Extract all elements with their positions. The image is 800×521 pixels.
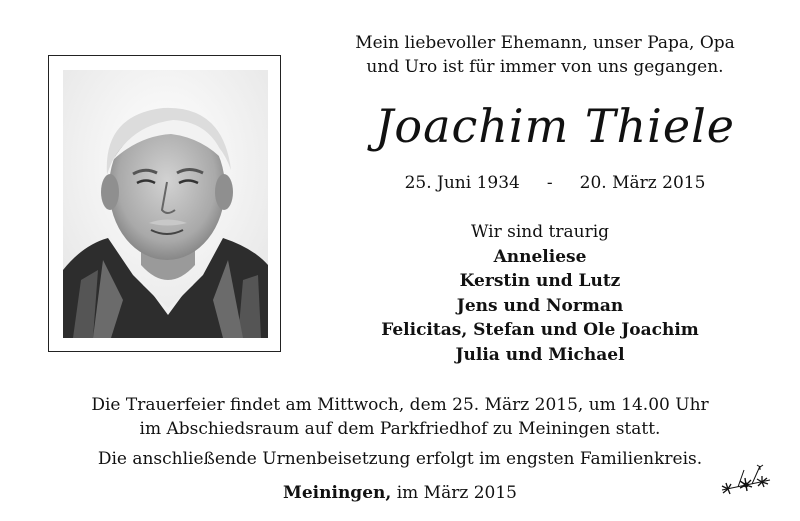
mourner-name: Julia und Michael	[455, 344, 625, 365]
birth-date: 25. Juni 1934	[404, 173, 520, 193]
deceased-name: Joachim Thiele	[374, 99, 736, 153]
flower-sprig-icon	[718, 462, 774, 498]
intro-line-1: Mein liebevoller Ehemann, unser Papa, Opa	[355, 33, 735, 53]
intro-line-2: und Uro ist für immer von uns gegangen.	[366, 57, 724, 77]
mourners-intro: Wir sind traurig	[470, 222, 610, 242]
service-line-2: im Abschiedsraum auf dem Parkfriedhof zu Meiningen statt.	[139, 419, 661, 439]
portrait-frame	[48, 55, 281, 352]
place-date	[0, 483, 800, 503]
intro-text	[320, 31, 770, 79]
mourners-block	[330, 220, 750, 367]
burial-line: Die anschließende Urnenbeisetzung erfolgt im engsten Familienkreis.	[97, 449, 703, 469]
place-date-text: im März 2015	[396, 483, 517, 503]
date-separator: -	[546, 173, 553, 193]
place-name: Meiningen,	[283, 483, 392, 503]
service-line-1: Die Trauerfeier findet am Mittwoch, dem 25. März 2015, um 14.00 Uhr	[91, 395, 709, 415]
death-date: 20. März 2015	[579, 173, 706, 193]
portrait-photo	[63, 70, 268, 338]
mourner-name: Jens und Norman	[456, 295, 624, 316]
service-details	[0, 393, 800, 471]
mourner-name: Felicitas, Stefan und Ole Joachim	[381, 320, 699, 340]
life-dates	[330, 172, 780, 194]
mourner-name: Anneliese	[493, 246, 587, 267]
mourner-name: Kerstin und Lutz	[459, 271, 621, 291]
